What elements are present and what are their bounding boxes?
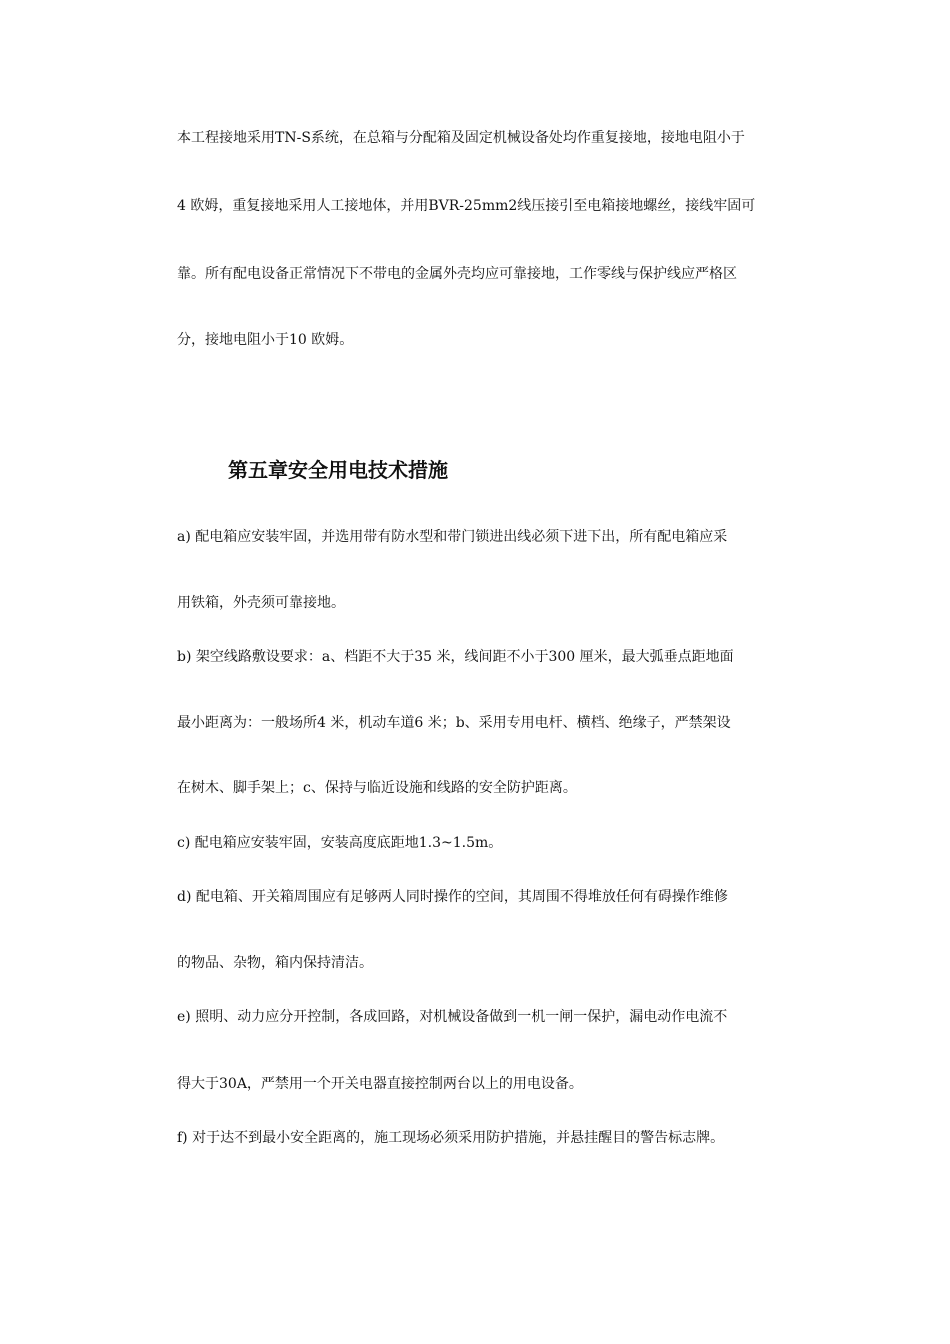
measure-d-line-2: 的物品、杂物，箱内保持清洁。 — [177, 955, 373, 971]
measure-b-line-1: b) 架空线路敷设要求：a、档距不大于35 米，线间距不小于300 厘米，最大弧垂点距地面 — [177, 649, 734, 665]
intro-line-1: 本工程接地采用TN-S系统，在总箱与分配箱及固定机械设备处均作重复接地，接地电阻小于 — [177, 130, 745, 146]
measure-c-line-1: c) 配电箱应安装牢固，安装高度底距地1.3~1.5m。 — [177, 835, 503, 851]
measure-f-line-1: f) 对于达不到最小安全距离的，施工现场必须采用防护措施，并悬挂醒目的警告标志牌。 — [177, 1130, 725, 1146]
measure-a-line-1: a) 配电箱应安装牢固，并选用带有防水型和带门锁进出线必须下进下出，所有配电箱应采 — [177, 529, 728, 545]
intro-line-4: 分，接地电阻小于10 欧姆。 — [177, 332, 354, 348]
measure-a-line-2: 用铁箱，外壳须可靠接地。 — [177, 595, 345, 611]
intro-line-3: 靠。所有配电设备正常情况下不带电的金属外壳均应可靠接地，工作零线与保护线应严格区 — [177, 266, 737, 282]
measure-e-line-2: 得大于30A，严禁用一个开关电器直接控制两台以上的用电设备。 — [177, 1076, 583, 1092]
chapter-title: 第五章安全用电技术措施 — [228, 458, 448, 482]
measure-b-line-3: 在树木、脚手架上；c、保持与临近设施和线路的安全防护距离。 — [177, 780, 577, 796]
intro-line-2: 4 欧姆，重复接地采用人工接地体，并用BVR-25mm2线压接引至电箱接地螺丝，接线牢固可 — [177, 198, 756, 214]
measure-e-line-1: e) 照明、动力应分开控制，各成回路，对机械设备做到一机一闸一保护，漏电动作电流不 — [177, 1009, 728, 1025]
measure-b-line-2: 最小距离为：一般场所4 米，机动车道6 米；b、采用专用电杆、横档、绝缘子，严禁架设 — [177, 715, 731, 731]
measure-d-line-1: d) 配电箱、开关箱周围应有足够两人同时操作的空间，其周围不得堆放任何有碍操作维修 — [177, 889, 728, 905]
